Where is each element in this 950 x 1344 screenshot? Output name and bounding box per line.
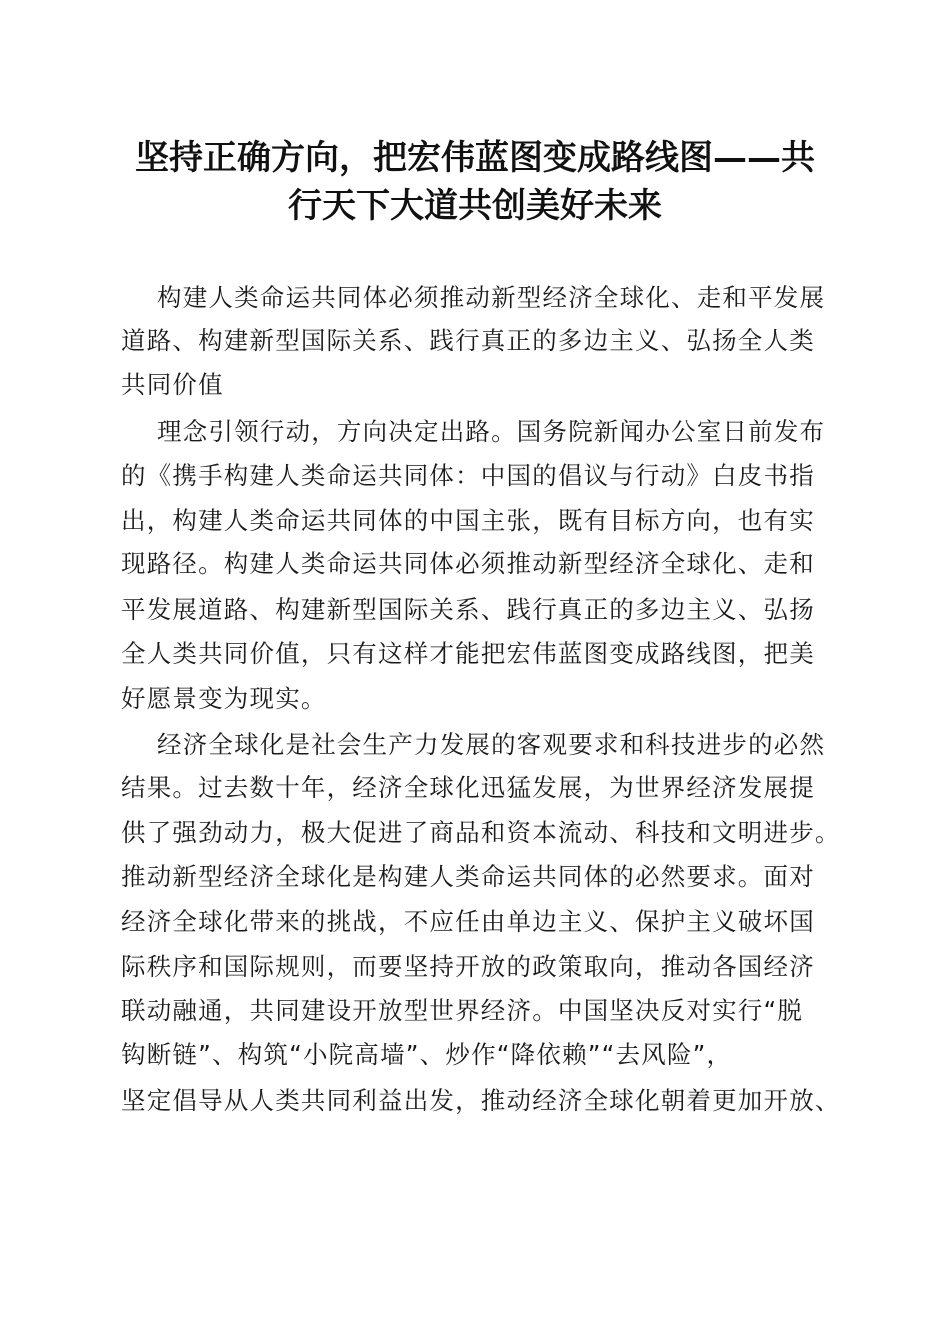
paragraph-1-line-3: 共同价值 bbox=[121, 370, 224, 399]
paragraph-2-line-4: 现路径。构建人类命运共同体必须推动新型经济全球化、走和 bbox=[121, 549, 815, 578]
paragraph-3-line-6: 际秩序和国际规则，而要坚持开放的政策取向，推动各国经济 bbox=[121, 952, 815, 981]
paragraph-1-line-1: 构建人类命运共同体必须推动新型经济全球化、走和平发展 bbox=[157, 283, 826, 312]
paragraph-2-line-7: 好愿景变为现实。 bbox=[121, 684, 327, 713]
paragraph-3-line-4: 推动新型经济全球化是构建人类命运共同体的必然要求。面对 bbox=[121, 862, 815, 891]
paragraph-3-line-2: 结果。过去数十年，经济全球化迅猛发展，为世界经济发展提 bbox=[121, 773, 815, 802]
paragraph-1-line-2: 道路、构建新型国际关系、践行真正的多边主义、弘扬全人类 bbox=[121, 326, 815, 355]
paragraph-3-line-7: 联动融通，共同建设开放型世界经济。中国坚决反对实行“脱 bbox=[121, 996, 804, 1025]
paragraph-3-line-1: 经济全球化是社会生产力发展的客观要求和科技进步的必然 bbox=[157, 730, 826, 759]
paragraph-3-line-8: 钩断链”、构筑“小院高墙”、炒作“降依赖”“去风险”， bbox=[121, 1040, 733, 1069]
paragraph-3-line-3: 供了强劲动力，极大促进了商品和资本流动、科技和文明进步。 bbox=[121, 818, 841, 847]
paragraph-2-line-5: 平发展道路、构建新型国际关系、践行真正的多边主义、弘扬 bbox=[121, 595, 815, 624]
paragraph-2-line-2: 的《携手构建人类命运共同体：中国的倡议与行动》白皮书指 bbox=[121, 461, 815, 490]
paragraph-3-line-9: 坚定倡导从人类共同利益出发，推动经济全球化朝着更加开放、 bbox=[121, 1086, 841, 1115]
paragraph-2-line-1: 理念引领行动，方向决定出路。国务院新闻办公室日前发布 bbox=[157, 417, 826, 446]
document-title-line-1: 坚持正确方向，把宏伟蓝图变成路线图——共 bbox=[135, 138, 815, 178]
paragraph-3-line-5: 经济全球化带来的挑战，不应任由单边主义、保护主义破坏国 bbox=[121, 907, 815, 936]
paragraph-2-line-6: 全人类共同价值，只有这样才能把宏伟蓝图变成路线图，把美 bbox=[121, 639, 815, 668]
document-title-line-2: 行天下大道共创美好未来 bbox=[288, 186, 662, 226]
paragraph-2-line-3: 出，构建人类命运共同体的中国主张，既有目标方向，也有实 bbox=[121, 506, 815, 535]
